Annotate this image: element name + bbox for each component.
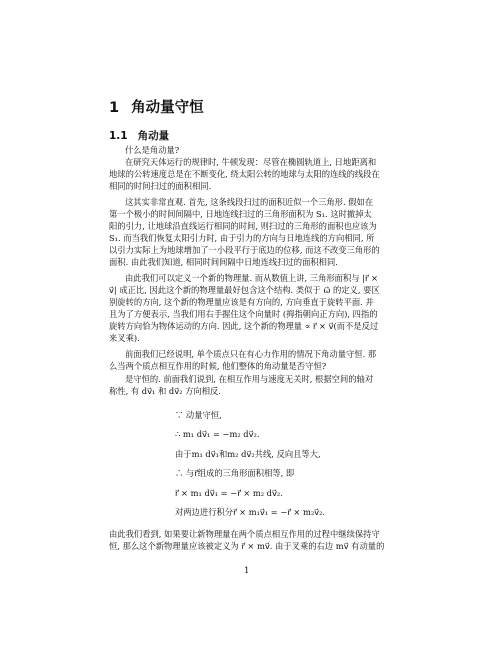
text-line: 前面我们已经说明, 单个质点只在有心力作用的情况下角动量守恒. 那: [125, 349, 377, 359]
text-line: 由此我们可以定义一个新的物理量. 而从数值上讲, 三角形面积与 |r⃗ ×: [125, 273, 379, 283]
text-line: 别旋转的方向, 这个新的物理量应该是有方向的, 方向垂直于旋转平面. 并: [109, 297, 374, 307]
text-line: 地球的公转速度总是在不断变化, 绕太阳公转的地球与太阳的连线的线段在: [109, 169, 380, 179]
text-line: 以引力实际上为地球增加了一小段平行于底边的位移, 而这不改变三角形的: [109, 245, 380, 255]
derivation-line: 对两边进行积分r⃗ × m₁v⃗₁ = −r⃗ × m₂v⃗₂.: [175, 507, 326, 517]
derivation-line: 由于m₁ dv⃗₁和m₂ dv⃗₂共线, 反向且等大,: [175, 449, 321, 459]
page-number: 1: [244, 566, 250, 576]
text-line: 旋转方向恰为物体运动的方向. 因此, 这个新的物理量 ∝ r⃗ × v⃗(而不是反过: [109, 321, 379, 331]
text-line: 面积. 由此我们知道, 相同时间间隔中日地连线扫过的面积相同.: [109, 257, 338, 267]
derivation-line: ∴ 与r⃗组成的三角形面积相等, 即: [175, 468, 295, 478]
text-line: 阳的引力, 让地球沿直线运行相同的时间, 则扫过的三角形的面积也应该为: [109, 221, 377, 231]
text-line: v⃗| 成正比, 因此这个新的物理量最好包含这个结构. 类似于 ω⃗ 的定义, 要区: [109, 285, 380, 295]
text-line: 恒, 那么这个新物理量应该被定义为 r⃗ × mv⃗. 由于叉乘的右边 mv⃗ 有动量的: [109, 541, 385, 551]
subsection-title-text: 角动量: [137, 130, 170, 142]
text-line: S₁. 而当我们恢复太阳引力时, 由于引力的方向与日地连线的方向相同, 所: [109, 233, 375, 243]
text-line: 称性, 有 dv⃗₁ 和 dv⃗₂ 方向相反.: [109, 386, 221, 396]
text-line: 由此我们看到, 如果要让新物理量在两个质点相互作用的过程中继续保持守: [109, 529, 380, 539]
derivation-line: ∴ m₁ dv⃗₁ = −m₂ dv⃗₂.: [175, 429, 260, 439]
text-line: 第一个极小的时间间隔中, 日地连线扫过的三角形面积为 S₁. 这时撤掉太: [109, 209, 372, 219]
section-heading: [109, 96, 204, 117]
subsection-number: 1.1: [109, 130, 128, 142]
derivation-line: r⃗ × m₁ dv⃗₁ = −r⃗ × m₂ dv⃗₂.: [175, 488, 283, 498]
subsection-heading: [109, 128, 169, 143]
section-number: 1: [109, 100, 120, 116]
text-line: 什么是角动量?: [125, 145, 180, 155]
derivation-line: ∵ 动量守恒,: [175, 410, 222, 420]
text-line: 在研究天体运行的规律时, 牛顿发现：尽管在椭圆轨道上, 日地距离和: [125, 157, 377, 167]
text-line: 且为了方便表示, 当我们用右手握住这个向量时 (拇指朝向正方向), 四指的: [109, 309, 378, 319]
text-line: 是守恒的. 前面我们说到, 在相互作用与速度无关时, 根据空间的轴对: [125, 374, 374, 384]
text-line: 这其实非常直观. 首先, 这条线段扫过的面积近似一个三角形. 假如在: [125, 197, 374, 207]
text-line: 么当两个质点相互作用的时候, 他们整体的角动量是否守恒?: [109, 361, 327, 371]
section-title-text: 角动量守恒: [131, 100, 204, 116]
text-line: 相同的时间扫过的面积相同.: [109, 181, 212, 191]
text-line: 来叉乘).: [109, 333, 140, 343]
